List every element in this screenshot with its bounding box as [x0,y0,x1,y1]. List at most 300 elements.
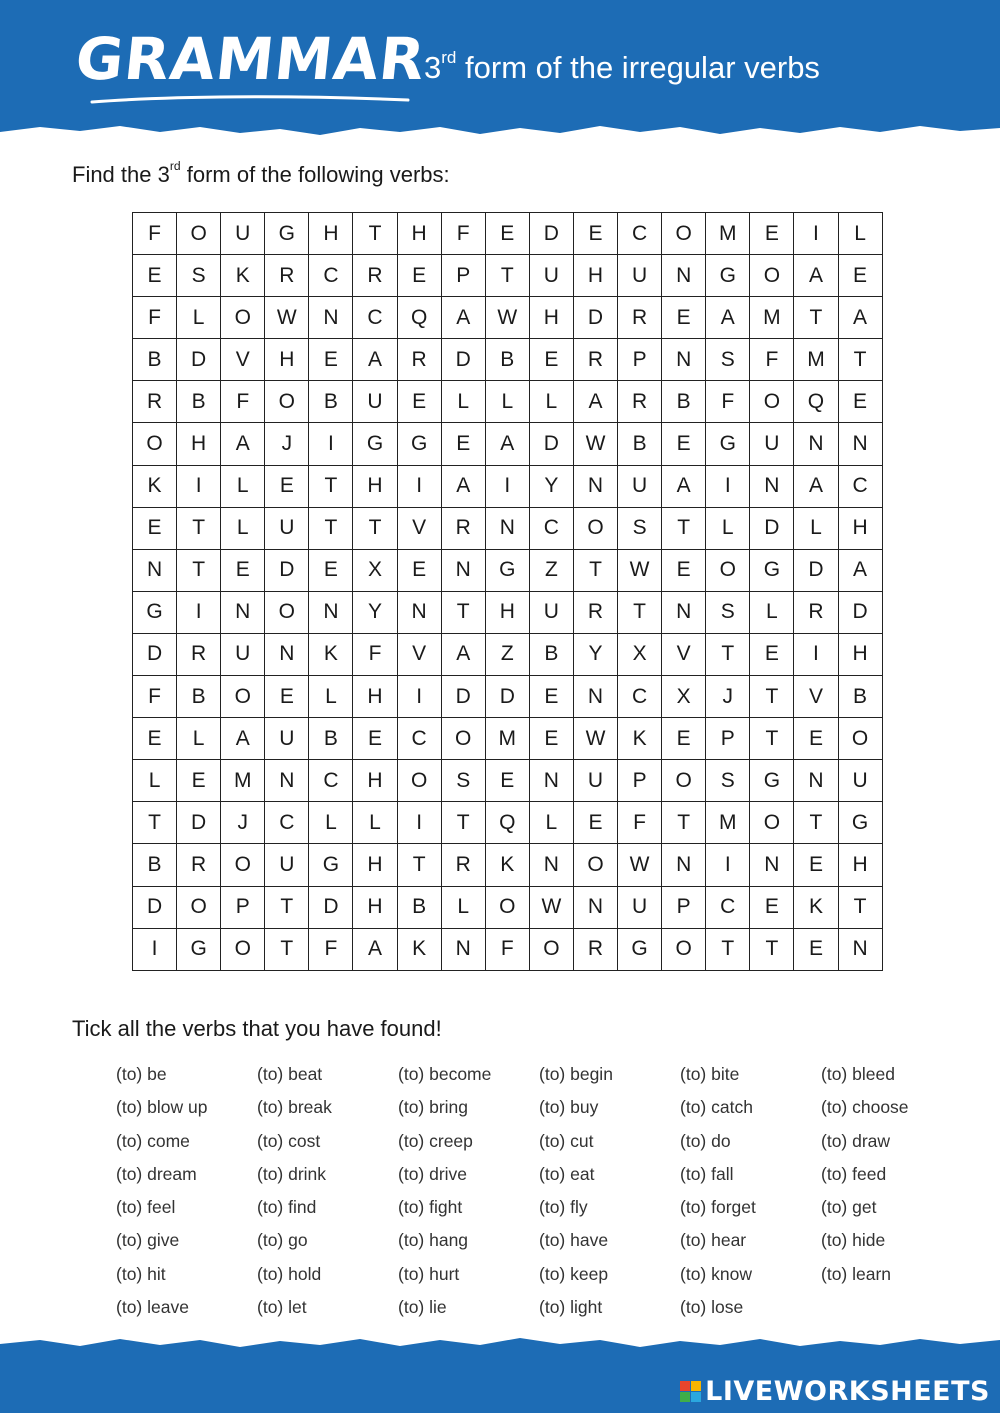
grid-cell[interactable]: U [573,760,617,802]
grid-cell[interactable]: E [750,633,794,675]
grid-cell[interactable]: F [618,802,662,844]
grid-cell[interactable]: E [662,718,706,760]
grid-cell[interactable]: B [309,718,353,760]
grid-cell[interactable]: B [529,633,573,675]
grid-cell[interactable]: H [353,760,397,802]
grid-cell[interactable]: C [265,802,309,844]
grid-cell[interactable]: F [309,928,353,970]
grid-cell[interactable]: P [618,339,662,381]
grid-cell[interactable]: L [309,676,353,718]
grid-cell[interactable]: M [485,718,529,760]
grid-cell[interactable]: K [133,465,177,507]
grid-cell[interactable]: K [309,633,353,675]
grid-cell[interactable]: B [485,339,529,381]
grid-cell[interactable]: D [133,633,177,675]
grid-cell[interactable]: R [794,591,838,633]
grid-cell[interactable]: E [133,718,177,760]
grid-cell[interactable]: T [441,802,485,844]
grid-cell[interactable]: G [353,423,397,465]
grid-cell[interactable]: U [353,381,397,423]
grid-cell[interactable]: E [485,760,529,802]
grid-cell[interactable]: P [441,255,485,297]
grid-cell[interactable]: H [838,844,882,886]
grid-cell[interactable]: L [441,381,485,423]
grid-cell[interactable]: V [221,339,265,381]
grid-cell[interactable]: N [662,591,706,633]
grid-cell[interactable]: A [441,465,485,507]
verb-item[interactable]: (to) hurt [398,1263,460,1284]
grid-cell[interactable]: O [221,844,265,886]
grid-cell[interactable]: L [750,591,794,633]
grid-cell[interactable]: U [618,465,662,507]
grid-cell[interactable]: K [794,886,838,928]
grid-cell[interactable]: C [618,213,662,255]
grid-cell[interactable]: T [838,886,882,928]
grid-cell[interactable]: E [353,718,397,760]
verb-item[interactable]: (to) hang [398,1230,469,1251]
grid-cell[interactable]: Q [485,802,529,844]
grid-cell[interactable]: N [221,591,265,633]
verb-item[interactable]: (to) learn [821,1263,892,1284]
grid-cell[interactable]: H [529,297,573,339]
grid-cell[interactable]: I [397,465,441,507]
grid-cell[interactable]: L [441,886,485,928]
grid-cell[interactable]: U [265,718,309,760]
grid-cell[interactable]: F [133,213,177,255]
grid-cell[interactable]: I [706,465,750,507]
grid-cell[interactable]: A [441,297,485,339]
grid-cell[interactable]: G [838,802,882,844]
grid-cell[interactable]: H [485,591,529,633]
grid-cell[interactable]: S [706,591,750,633]
grid-cell[interactable]: T [397,844,441,886]
verb-item[interactable]: (to) leave [116,1297,189,1318]
grid-cell[interactable]: V [397,507,441,549]
grid-cell[interactable]: L [177,297,221,339]
grid-cell[interactable]: E [133,255,177,297]
grid-cell[interactable]: E [662,297,706,339]
grid-cell[interactable]: G [485,549,529,591]
grid-cell[interactable]: E [397,549,441,591]
verb-item[interactable]: (to) draw [821,1130,891,1151]
verb-item[interactable]: (to) dream [116,1163,197,1184]
verb-item[interactable]: (to) bleed [821,1064,895,1084]
grid-cell[interactable]: A [838,549,882,591]
grid-cell[interactable]: D [529,213,573,255]
grid-cell[interactable]: T [309,507,353,549]
grid-cell[interactable]: C [309,255,353,297]
grid-cell[interactable]: T [353,507,397,549]
grid-cell[interactable]: D [441,339,485,381]
grid-cell[interactable]: D [794,549,838,591]
grid-cell[interactable]: O [221,928,265,970]
grid-cell[interactable]: N [441,928,485,970]
grid-cell[interactable]: F [441,213,485,255]
grid-cell[interactable]: A [353,928,397,970]
verb-item[interactable]: (to) go [257,1230,308,1251]
verb-item[interactable]: (to) fall [680,1163,734,1184]
grid-cell[interactable]: I [706,844,750,886]
grid-cell[interactable]: L [221,507,265,549]
verb-item[interactable]: (to) hold [257,1263,322,1284]
grid-cell[interactable]: T [662,802,706,844]
grid-cell[interactable]: N [265,760,309,802]
grid-cell[interactable]: L [221,465,265,507]
grid-cell[interactable]: J [265,423,309,465]
grid-cell[interactable]: T [750,718,794,760]
grid-cell[interactable]: U [221,633,265,675]
grid-cell[interactable]: L [529,802,573,844]
grid-cell[interactable]: T [618,591,662,633]
grid-cell[interactable]: D [441,676,485,718]
grid-cell[interactable]: G [309,844,353,886]
grid-cell[interactable]: Q [397,297,441,339]
grid-cell[interactable]: G [133,591,177,633]
grid-cell[interactable]: F [485,928,529,970]
grid-cell[interactable]: O [221,297,265,339]
grid-cell[interactable]: O [221,676,265,718]
grid-cell[interactable]: E [441,423,485,465]
grid-cell[interactable]: R [573,591,617,633]
grid-cell[interactable]: C [309,760,353,802]
grid-cell[interactable]: S [706,760,750,802]
verb-item[interactable]: (to) feel [116,1197,176,1218]
grid-cell[interactable]: I [397,802,441,844]
grid-cell[interactable]: L [309,802,353,844]
grid-cell[interactable]: R [573,928,617,970]
grid-cell[interactable]: T [353,213,397,255]
verb-item[interactable]: (to) cost [257,1130,321,1151]
grid-cell[interactable]: N [750,844,794,886]
grid-cell[interactable]: T [750,928,794,970]
grid-cell[interactable]: H [397,213,441,255]
grid-cell[interactable]: R [573,339,617,381]
verb-item[interactable]: (to) let [257,1297,307,1318]
grid-cell[interactable]: A [441,633,485,675]
grid-cell[interactable]: A [221,423,265,465]
verb-item[interactable]: (to) fly [539,1197,588,1218]
verb-item[interactable]: (to) bring [398,1097,469,1118]
verb-item[interactable]: (to) buy [539,1097,599,1118]
grid-cell[interactable]: N [485,507,529,549]
grid-cell[interactable]: H [838,633,882,675]
verb-item[interactable]: (to) begin [539,1064,613,1084]
grid-cell[interactable]: F [706,381,750,423]
grid-cell[interactable]: D [265,549,309,591]
grid-cell[interactable]: D [309,886,353,928]
grid-cell[interactable]: H [353,465,397,507]
grid-cell[interactable]: Z [485,633,529,675]
grid-cell[interactable]: N [529,760,573,802]
grid-cell[interactable]: W [573,423,617,465]
grid-cell[interactable]: H [309,213,353,255]
verb-item[interactable]: (to) forget [680,1197,756,1218]
grid-cell[interactable]: O [265,591,309,633]
grid-cell[interactable]: T [485,255,529,297]
grid-cell[interactable]: G [706,255,750,297]
grid-cell[interactable]: U [838,760,882,802]
grid-cell[interactable]: B [662,381,706,423]
grid-cell[interactable]: E [794,844,838,886]
grid-cell[interactable]: Y [529,465,573,507]
grid-cell[interactable]: T [441,591,485,633]
grid-cell[interactable]: W [573,718,617,760]
grid-cell[interactable]: E [309,339,353,381]
grid-cell[interactable]: L [794,507,838,549]
verb-item[interactable]: (to) come [116,1130,190,1151]
verb-item[interactable]: (to) catch [680,1097,753,1118]
grid-cell[interactable]: H [177,423,221,465]
grid-cell[interactable]: C [529,507,573,549]
grid-cell[interactable]: W [265,297,309,339]
verb-item[interactable]: (to) hide [821,1230,886,1251]
grid-cell[interactable]: D [177,802,221,844]
grid-cell[interactable]: G [706,423,750,465]
verb-item[interactable]: (to) hit [116,1263,166,1284]
grid-cell[interactable]: A [838,297,882,339]
grid-cell[interactable]: N [794,423,838,465]
verb-item[interactable]: (to) drive [398,1163,468,1184]
grid-cell[interactable]: U [750,423,794,465]
grid-cell[interactable]: A [573,381,617,423]
grid-cell[interactable]: E [573,213,617,255]
grid-cell[interactable]: N [309,297,353,339]
grid-cell[interactable]: F [133,297,177,339]
grid-cell[interactable]: G [750,760,794,802]
grid-cell[interactable]: O [265,381,309,423]
grid-cell[interactable]: O [573,507,617,549]
grid-cell[interactable]: D [750,507,794,549]
grid-cell[interactable]: H [573,255,617,297]
grid-cell[interactable]: H [353,676,397,718]
grid-cell[interactable]: N [309,591,353,633]
grid-cell[interactable]: I [133,928,177,970]
grid-cell[interactable]: M [750,297,794,339]
grid-cell[interactable]: N [573,465,617,507]
verb-item[interactable]: (to) know [680,1263,752,1284]
grid-cell[interactable]: F [221,381,265,423]
grid-cell[interactable]: B [133,339,177,381]
grid-cell[interactable]: H [353,844,397,886]
grid-cell[interactable]: T [662,507,706,549]
grid-cell[interactable]: I [397,676,441,718]
verb-item[interactable]: (to) creep [398,1130,473,1151]
grid-cell[interactable]: E [397,255,441,297]
grid-cell[interactable]: S [177,255,221,297]
grid-cell[interactable]: X [353,549,397,591]
grid-cell[interactable]: L [177,718,221,760]
verb-item[interactable]: (to) find [257,1197,317,1218]
grid-cell[interactable]: R [618,381,662,423]
verb-item[interactable]: (to) lose [680,1297,744,1318]
grid-cell[interactable]: L [838,213,882,255]
grid-cell[interactable]: P [221,886,265,928]
grid-cell[interactable]: E [133,507,177,549]
grid-cell[interactable]: J [221,802,265,844]
grid-cell[interactable]: J [706,676,750,718]
grid-cell[interactable]: O [177,886,221,928]
grid-cell[interactable]: V [397,633,441,675]
grid-cell[interactable]: B [397,886,441,928]
grid-cell[interactable]: E [265,676,309,718]
grid-cell[interactable]: T [309,465,353,507]
grid-cell[interactable]: O [838,718,882,760]
grid-cell[interactable]: N [529,844,573,886]
grid-cell[interactable]: T [794,297,838,339]
verb-item[interactable]: (to) choose [821,1097,909,1118]
grid-cell[interactable]: O [177,213,221,255]
grid-cell[interactable]: P [618,760,662,802]
grid-cell[interactable]: O [706,549,750,591]
grid-cell[interactable]: L [485,381,529,423]
grid-cell[interactable]: U [529,255,573,297]
verb-item[interactable]: (to) break [257,1097,332,1118]
grid-cell[interactable]: O [397,760,441,802]
grid-cell[interactable]: A [662,465,706,507]
grid-cell[interactable]: A [221,718,265,760]
grid-cell[interactable]: T [706,633,750,675]
grid-cell[interactable]: B [838,676,882,718]
grid-cell[interactable]: N [662,339,706,381]
verb-item[interactable]: (to) be [116,1064,167,1084]
grid-cell[interactable]: S [441,760,485,802]
verb-item[interactable]: (to) feed [821,1163,887,1184]
grid-cell[interactable]: Z [529,549,573,591]
grid-cell[interactable]: N [838,928,882,970]
verb-item[interactable]: (to) hear [680,1230,747,1251]
grid-cell[interactable]: X [662,676,706,718]
grid-cell[interactable]: N [133,549,177,591]
grid-cell[interactable]: W [618,549,662,591]
grid-cell[interactable]: P [662,886,706,928]
grid-cell[interactable]: E [309,549,353,591]
verb-item[interactable]: (to) keep [539,1263,609,1284]
grid-cell[interactable]: O [573,844,617,886]
grid-cell[interactable]: R [177,633,221,675]
grid-cell[interactable]: E [794,718,838,760]
grid-cell[interactable]: L [706,507,750,549]
grid-cell[interactable]: G [265,213,309,255]
grid-cell[interactable]: N [573,886,617,928]
grid-cell[interactable]: E [397,381,441,423]
grid-cell[interactable]: N [838,423,882,465]
grid-cell[interactable]: E [265,465,309,507]
grid-cell[interactable]: T [177,507,221,549]
grid-cell[interactable]: U [618,255,662,297]
verb-item[interactable]: (to) light [539,1297,603,1318]
grid-cell[interactable]: E [838,255,882,297]
grid-cell[interactable]: T [573,549,617,591]
grid-cell[interactable]: G [618,928,662,970]
grid-cell[interactable]: L [133,760,177,802]
grid-cell[interactable]: D [573,297,617,339]
grid-cell[interactable]: G [750,549,794,591]
verb-item[interactable]: (to) cut [539,1130,594,1151]
grid-cell[interactable]: U [265,507,309,549]
grid-cell[interactable]: R [397,339,441,381]
grid-cell[interactable]: O [133,423,177,465]
grid-cell[interactable]: T [133,802,177,844]
grid-cell[interactable]: E [573,802,617,844]
grid-cell[interactable]: T [706,928,750,970]
grid-cell[interactable]: K [485,844,529,886]
verb-item[interactable]: (to) bite [680,1064,740,1084]
grid-cell[interactable]: T [177,549,221,591]
verb-item[interactable]: (to) blow up [116,1097,208,1118]
grid-cell[interactable]: K [221,255,265,297]
grid-cell[interactable]: K [618,718,662,760]
grid-cell[interactable]: R [177,844,221,886]
grid-cell[interactable]: D [177,339,221,381]
grid-cell[interactable]: M [794,339,838,381]
grid-cell[interactable]: O [485,886,529,928]
grid-cell[interactable]: A [794,255,838,297]
verb-item[interactable]: (to) become [398,1064,492,1084]
grid-cell[interactable]: T [794,802,838,844]
grid-cell[interactable]: D [133,886,177,928]
grid-cell[interactable]: A [706,297,750,339]
grid-cell[interactable]: C [618,676,662,718]
grid-cell[interactable]: F [750,339,794,381]
grid-cell[interactable]: H [353,886,397,928]
grid-cell[interactable]: O [662,213,706,255]
grid-cell[interactable]: C [706,886,750,928]
grid-cell[interactable]: D [529,423,573,465]
grid-cell[interactable]: N [662,255,706,297]
grid-cell[interactable]: W [529,886,573,928]
grid-cell[interactable]: G [397,423,441,465]
grid-cell[interactable]: H [838,507,882,549]
grid-cell[interactable]: C [353,297,397,339]
grid-cell[interactable]: C [397,718,441,760]
grid-cell[interactable]: O [662,760,706,802]
grid-cell[interactable]: R [133,381,177,423]
grid-cell[interactable]: B [177,676,221,718]
grid-cell[interactable]: H [265,339,309,381]
verb-item[interactable]: (to) fight [398,1197,463,1218]
grid-cell[interactable]: V [662,633,706,675]
grid-cell[interactable]: E [794,928,838,970]
grid-cell[interactable]: E [750,213,794,255]
grid-cell[interactable]: N [265,633,309,675]
verb-item[interactable]: (to) lie [398,1297,447,1318]
verb-item[interactable]: (to) have [539,1230,609,1251]
grid-cell[interactable]: O [529,928,573,970]
grid-cell[interactable]: Y [573,633,617,675]
grid-cell[interactable]: I [485,465,529,507]
grid-cell[interactable]: E [221,549,265,591]
verb-item[interactable]: (to) get [821,1197,877,1218]
grid-cell[interactable]: I [177,465,221,507]
verb-item[interactable]: (to) drink [257,1163,327,1184]
grid-cell[interactable]: I [177,591,221,633]
grid-cell[interactable]: U [618,886,662,928]
verb-item[interactable]: (to) eat [539,1163,595,1184]
grid-cell[interactable]: U [221,213,265,255]
grid-cell[interactable]: K [397,928,441,970]
grid-cell[interactable]: A [794,465,838,507]
grid-cell[interactable]: O [750,255,794,297]
grid-cell[interactable]: O [441,718,485,760]
grid-cell[interactable]: G [177,928,221,970]
grid-cell[interactable]: Y [353,591,397,633]
grid-cell[interactable]: R [618,297,662,339]
grid-cell[interactable]: E [485,213,529,255]
grid-cell[interactable]: L [353,802,397,844]
grid-cell[interactable]: F [353,633,397,675]
grid-cell[interactable]: Q [794,381,838,423]
grid-cell[interactable]: F [133,676,177,718]
